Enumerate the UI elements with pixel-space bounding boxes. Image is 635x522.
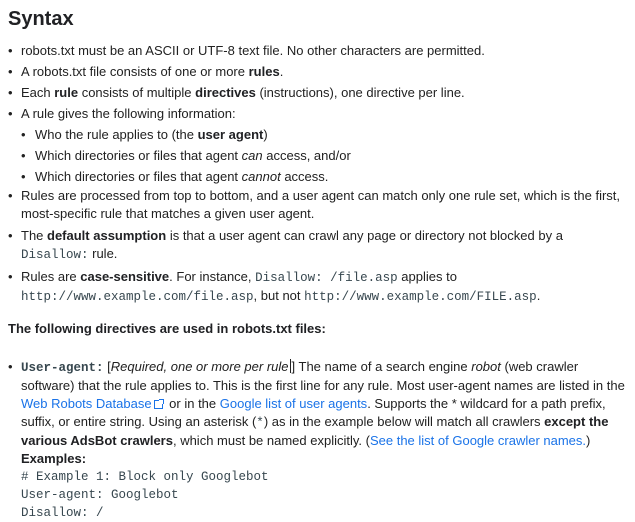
rule-bold: rules bbox=[248, 64, 280, 79]
directive-text: , which must be named explicitly. ( bbox=[172, 433, 370, 448]
directive-text: [ bbox=[103, 359, 111, 374]
inline-code: http://www.example.com/file.asp bbox=[21, 290, 254, 304]
rule-bold: case-sensitive bbox=[80, 269, 170, 284]
directive-bold: Examples: bbox=[21, 451, 87, 466]
directive-bold: except the various AdsBot crawlers bbox=[21, 414, 609, 448]
rule-text: is that a user agent can crawl any page or directory not blocked by a bbox=[166, 228, 563, 243]
rule-text: . For instance, bbox=[169, 269, 256, 284]
rule-text: A rule gives the following information: bbox=[21, 106, 236, 121]
inline-code: Disallow: /file.asp bbox=[255, 271, 398, 285]
directives-heading: The following directives are used in robots.txt files: bbox=[8, 321, 326, 336]
rule-text: Which directories or files that agent bbox=[35, 148, 242, 163]
rule-text: ) bbox=[263, 127, 268, 142]
list-item bbox=[8, 84, 627, 102]
rule-bold: default assumption bbox=[47, 228, 167, 243]
syntax-rules-list bbox=[8, 42, 627, 306]
directive-text: or in the bbox=[165, 396, 220, 411]
directives-list bbox=[8, 358, 627, 522]
directive-text: (web crawler software) that the rule applies to. This is the first line for any rule. Most user-agent names are listed in the bbox=[21, 359, 625, 393]
rule-text: Which directories or files that agent bbox=[35, 169, 242, 184]
rule-bold: user agent bbox=[197, 127, 264, 142]
rule-text: applies to bbox=[397, 269, 457, 284]
list-item bbox=[8, 268, 627, 306]
rule-text: access. bbox=[280, 169, 329, 184]
sub-list-item bbox=[21, 168, 627, 186]
rule-info-sublist bbox=[21, 126, 627, 186]
page-title: Syntax bbox=[8, 8, 74, 30]
user-agent-directive: User-agent: bbox=[21, 361, 104, 375]
rule-text: The bbox=[21, 228, 48, 243]
list-item bbox=[8, 105, 627, 186]
directive-text: ) as in the example below will match all crawlers bbox=[263, 414, 545, 429]
directive-text: . Supports the * wildcard for a path prefix, suffix, or entire string. Using an asterisk ( bbox=[21, 396, 606, 429]
rule-emphasis: can bbox=[241, 148, 263, 163]
list-item bbox=[8, 63, 627, 81]
rule-text: Who the rule applies to (the bbox=[35, 127, 198, 142]
code-line: Disallow: / bbox=[21, 506, 104, 520]
rule-text: access, and/or bbox=[262, 148, 351, 163]
rule-text: A robots.txt file consists of one or more bbox=[21, 64, 249, 79]
inline-code: Disallow: bbox=[21, 248, 89, 262]
rule-emphasis: cannot bbox=[241, 169, 281, 184]
rule-text: (instructions), one directive per line. bbox=[255, 85, 465, 100]
list-item bbox=[8, 358, 627, 522]
rule-text: . bbox=[536, 288, 541, 303]
rule-text: robots.txt must be an ASCII or UTF-8 text file. No other characters are permitted. bbox=[21, 43, 485, 58]
rule-bold: directives bbox=[195, 85, 256, 100]
rule-text: rule. bbox=[88, 246, 118, 261]
rule-text: Each bbox=[21, 85, 55, 100]
directive-emphasis: robot bbox=[471, 359, 501, 374]
rule-text: Rules are processed from top to bottom, and a user agent can match only one rule set, which is the first, most-specific rule that matches a given user agent. bbox=[21, 188, 621, 221]
directive-text: ) bbox=[586, 433, 591, 448]
code-example bbox=[21, 468, 627, 522]
rule-text: consists of multiple bbox=[78, 85, 196, 100]
inline-code: * bbox=[256, 416, 264, 430]
text-cursor bbox=[290, 359, 291, 373]
directive-text: ] The name of a search engine bbox=[291, 359, 472, 374]
web-robots-database-link[interactable]: Web Robots Database bbox=[21, 396, 152, 411]
rule-text: , but not bbox=[253, 288, 305, 303]
external-link-icon[interactable] bbox=[154, 400, 163, 409]
sub-list-item bbox=[21, 126, 627, 144]
list-item bbox=[8, 42, 627, 60]
directive-emphasis: Required, one or more per rule bbox=[110, 359, 289, 374]
code-line: # Example 1: Block only Googlebot bbox=[21, 470, 269, 484]
code-line: User-agent: Googlebot bbox=[21, 488, 179, 502]
google-user-agents-link[interactable]: Google list of user agents bbox=[219, 396, 368, 411]
rule-bold: rule bbox=[54, 85, 79, 100]
google-crawler-names-link[interactable]: See the list of Google crawler names. bbox=[369, 433, 587, 448]
rule-text: Rules are bbox=[21, 269, 81, 284]
list-item bbox=[8, 227, 627, 264]
sub-list-item bbox=[21, 147, 627, 165]
inline-code: http://www.example.com/FILE.asp bbox=[304, 290, 537, 304]
list-item bbox=[8, 187, 627, 223]
rule-text: . bbox=[279, 64, 284, 79]
